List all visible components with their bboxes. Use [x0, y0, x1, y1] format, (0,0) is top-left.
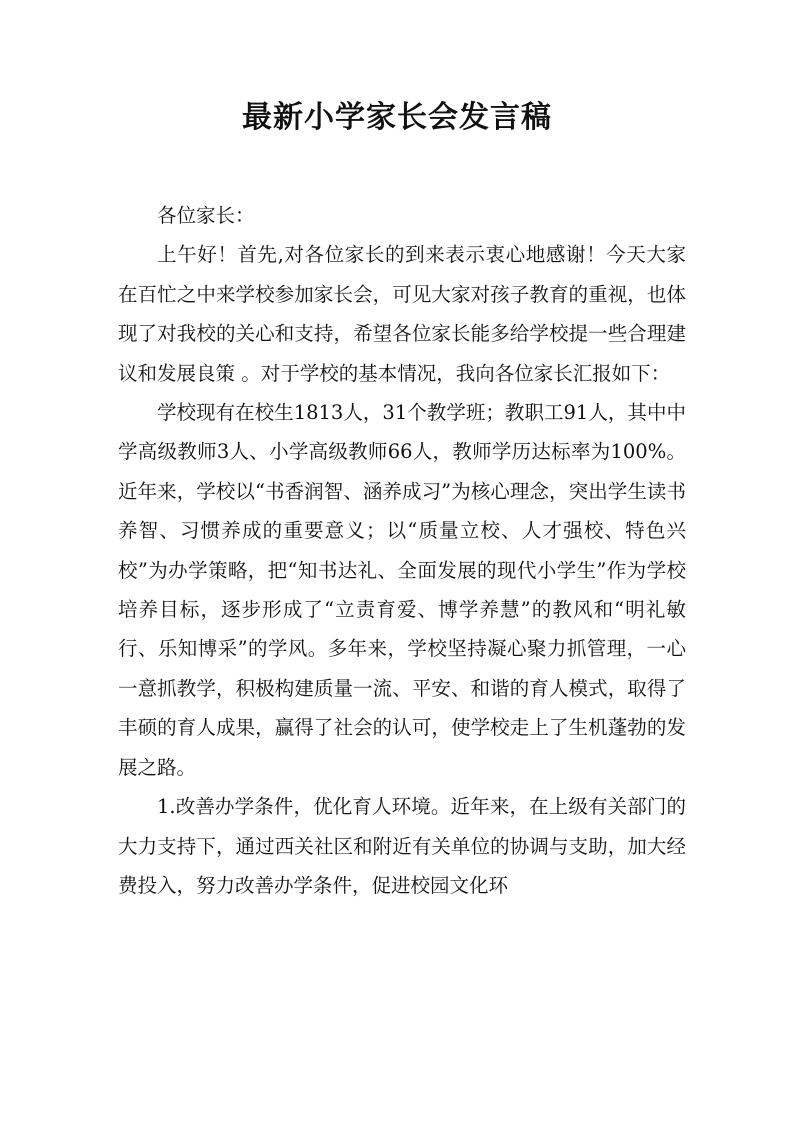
document-title: 最新小学家长会发言稿	[242, 100, 552, 135]
salutation-paragraph: 各位家长：	[157, 204, 255, 227]
school-overview-paragraph: 学校现有在校生1813人，31个教学班；教职工91人，其中中学高级教师3人、小学高级教师66人，教师学历达标率为100%。近年来，学校以“书香润智、涵养成习”为核心理念，突出学生读书养智、习惯养成的重要意义；以“质量立校、人才强校、特色兴校”为办学策略，把“知书达礼、全面发展的现代小学生”作为学校培养目标，逐步形成了“立责育爱、博学养慧”的教风和“明礼敏行、乐知博采”的学风。多年来，学校坚持凝心聚力抓管理，一心一意抓教学，积极构建质量一流、平安、和谐的育人模式，取得了丰硕的育人成果，赢得了社会的认可，使学校走上了生机蓬勃的发展之路。	[118, 401, 686, 779]
greeting-paragraph: 上午好！首先,对各位家长的到来表示衷心地感谢！今天大家在百忙之中来学校参加家长会，可见大家对孩子教育的重视，也体现了对我校的关心和支持，希望各位家长能多给学校提一些合理建议和发展良策 。对于学校的基本情况，我向各位家长汇报如下：	[118, 243, 686, 385]
document-body	[118, 196, 686, 905]
section-1-paragraph: 1.改善办学条件，优化育人环境。近年来，在上级有关部门的大力支持下，通过西关社区和附近有关单位的协调与支助，加大经费投入，努力改善办学条件，促进校园文化环	[118, 795, 686, 897]
